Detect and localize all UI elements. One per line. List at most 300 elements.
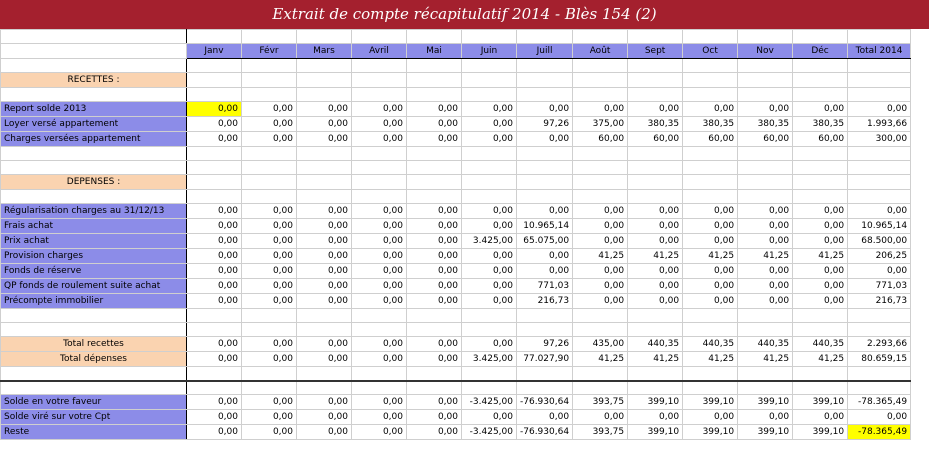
empty-cell[interactable]	[297, 161, 352, 175]
empty-cell[interactable]	[793, 381, 848, 395]
empty-cell[interactable]	[462, 30, 517, 44]
value-cell[interactable]: 2.293,66	[848, 337, 911, 352]
value-cell[interactable]: 77.027,90	[517, 352, 573, 367]
empty-cell[interactable]	[738, 161, 793, 175]
empty-cell[interactable]	[628, 381, 683, 395]
empty-cell[interactable]	[683, 161, 738, 175]
value-cell[interactable]: 0,00	[187, 352, 242, 367]
value-cell[interactable]: 0,00	[352, 102, 407, 117]
empty-cell[interactable]	[683, 190, 738, 204]
value-cell[interactable]: 3.425,00	[462, 234, 517, 249]
empty-cell[interactable]	[187, 175, 242, 190]
empty-cell[interactable]	[187, 323, 242, 337]
value-cell[interactable]: 380,35	[628, 117, 683, 132]
empty-cell[interactable]	[407, 88, 462, 102]
empty-cell[interactable]	[848, 73, 911, 88]
value-cell[interactable]: 0,00	[352, 410, 407, 425]
value-cell[interactable]: 375,00	[573, 117, 628, 132]
value-cell[interactable]: 0,00	[297, 102, 352, 117]
value-cell[interactable]: 0,00	[352, 294, 407, 309]
value-cell[interactable]: 0,00	[242, 425, 297, 440]
value-cell[interactable]: 399,10	[793, 395, 848, 410]
value-cell[interactable]: 393,75	[573, 395, 628, 410]
empty-cell[interactable]	[407, 323, 462, 337]
value-cell[interactable]: 0,00	[352, 395, 407, 410]
empty-cell[interactable]	[297, 30, 352, 44]
value-cell[interactable]: 0,00	[793, 219, 848, 234]
value-cell[interactable]: 41,25	[573, 249, 628, 264]
empty-cell[interactable]	[683, 175, 738, 190]
empty-cell[interactable]	[683, 30, 738, 44]
value-cell[interactable]: 0,00	[848, 204, 911, 219]
empty-cell[interactable]	[187, 59, 242, 73]
value-cell[interactable]: 0,00	[462, 102, 517, 117]
value-cell[interactable]: 41,25	[738, 352, 793, 367]
value-cell[interactable]: 0,00	[187, 249, 242, 264]
value-cell[interactable]: 0,00	[297, 132, 352, 147]
empty-cell[interactable]	[793, 161, 848, 175]
value-cell[interactable]: 0,00	[738, 264, 793, 279]
empty-cell[interactable]	[462, 161, 517, 175]
empty-cell[interactable]	[573, 381, 628, 395]
empty-cell[interactable]	[352, 175, 407, 190]
column-header[interactable]: Févr	[242, 44, 297, 59]
column-header[interactable]: Nov	[738, 44, 793, 59]
empty-cell[interactable]	[407, 161, 462, 175]
value-cell[interactable]: 0,00	[242, 264, 297, 279]
value-cell[interactable]: 0,00	[407, 425, 462, 440]
value-cell[interactable]: 0,00	[407, 132, 462, 147]
value-cell[interactable]: 41,25	[793, 352, 848, 367]
empty-cell[interactable]	[683, 309, 738, 323]
value-cell[interactable]: 0,00	[352, 264, 407, 279]
value-cell[interactable]: 41,25	[793, 249, 848, 264]
value-cell[interactable]: 97,26	[517, 337, 573, 352]
empty-cell[interactable]	[793, 73, 848, 88]
empty-cell[interactable]	[517, 381, 573, 395]
empty-cell[interactable]	[848, 309, 911, 323]
empty-cell[interactable]	[793, 190, 848, 204]
value-cell[interactable]: 0,00	[573, 410, 628, 425]
value-cell[interactable]: 0,00	[793, 264, 848, 279]
empty-cell[interactable]	[517, 161, 573, 175]
value-cell[interactable]: 60,00	[573, 132, 628, 147]
empty-cell[interactable]	[517, 175, 573, 190]
value-cell[interactable]: 0,00	[297, 279, 352, 294]
value-cell[interactable]: 0,00	[187, 410, 242, 425]
empty-cell[interactable]	[297, 367, 352, 381]
value-cell[interactable]: 0,00	[517, 249, 573, 264]
value-cell[interactable]: 0,00	[683, 279, 738, 294]
empty-cell[interactable]	[848, 367, 911, 381]
empty-cell[interactable]	[187, 381, 242, 395]
empty-cell[interactable]	[352, 30, 407, 44]
value-cell[interactable]: 0,00	[738, 234, 793, 249]
empty-cell[interactable]	[793, 175, 848, 190]
value-cell[interactable]: 0,00	[242, 294, 297, 309]
value-cell[interactable]: -76.930,64	[517, 395, 573, 410]
empty-cell[interactable]	[352, 381, 407, 395]
value-cell[interactable]: 0,00	[462, 264, 517, 279]
value-cell[interactable]: 0,00	[683, 410, 738, 425]
empty-cell[interactable]	[462, 73, 517, 88]
value-cell[interactable]: 0,00	[683, 294, 738, 309]
value-cell[interactable]: 399,10	[683, 425, 738, 440]
empty-cell[interactable]	[187, 161, 242, 175]
value-cell[interactable]: 0,00	[352, 204, 407, 219]
empty-cell[interactable]	[683, 59, 738, 73]
value-cell[interactable]: 0,00	[187, 102, 242, 117]
empty-cell[interactable]	[848, 381, 911, 395]
value-cell[interactable]: 0,00	[462, 294, 517, 309]
empty-cell[interactable]	[242, 190, 297, 204]
value-cell[interactable]: 0,00	[628, 102, 683, 117]
value-cell[interactable]: 0,00	[462, 410, 517, 425]
empty-cell[interactable]	[462, 323, 517, 337]
empty-cell[interactable]	[352, 161, 407, 175]
value-cell[interactable]: 0,00	[573, 234, 628, 249]
value-cell[interactable]: 0,00	[573, 279, 628, 294]
value-cell[interactable]: 0,00	[848, 264, 911, 279]
value-cell[interactable]: 0,00	[683, 219, 738, 234]
value-cell[interactable]: 0,00	[628, 294, 683, 309]
value-cell[interactable]: 0,00	[793, 279, 848, 294]
empty-cell[interactable]	[738, 73, 793, 88]
empty-cell[interactable]	[738, 147, 793, 161]
value-cell[interactable]: 0,00	[407, 294, 462, 309]
empty-cell[interactable]	[848, 161, 911, 175]
value-cell[interactable]: 0,00	[407, 410, 462, 425]
value-cell[interactable]: 0,00	[242, 395, 297, 410]
value-cell[interactable]: 0,00	[628, 234, 683, 249]
empty-cell[interactable]	[628, 175, 683, 190]
empty-cell[interactable]	[297, 88, 352, 102]
value-cell[interactable]: 1.993,66	[848, 117, 911, 132]
value-cell[interactable]: 0,00	[297, 204, 352, 219]
value-cell[interactable]: 399,10	[683, 395, 738, 410]
value-cell[interactable]: 0,00	[187, 279, 242, 294]
value-cell[interactable]: 206,25	[848, 249, 911, 264]
value-cell[interactable]: 0,00	[407, 102, 462, 117]
value-cell[interactable]: 0,00	[462, 249, 517, 264]
value-cell[interactable]: 0,00	[793, 102, 848, 117]
value-cell[interactable]: 0,00	[793, 410, 848, 425]
empty-cell[interactable]	[297, 59, 352, 73]
value-cell[interactable]: 380,35	[738, 117, 793, 132]
value-cell[interactable]: 0,00	[242, 410, 297, 425]
value-cell[interactable]: 0,00	[407, 264, 462, 279]
value-cell[interactable]: 0,00	[848, 410, 911, 425]
value-cell[interactable]: 0,00	[352, 117, 407, 132]
empty-cell[interactable]	[738, 381, 793, 395]
value-cell[interactable]: 0,00	[352, 352, 407, 367]
empty-cell[interactable]	[297, 309, 352, 323]
value-cell[interactable]: 399,10	[628, 425, 683, 440]
empty-cell[interactable]	[848, 88, 911, 102]
empty-cell[interactable]	[793, 59, 848, 73]
value-cell[interactable]: 0,00	[462, 279, 517, 294]
empty-cell[interactable]	[352, 147, 407, 161]
empty-cell[interactable]	[573, 88, 628, 102]
column-header[interactable]: Juin	[462, 44, 517, 59]
value-cell[interactable]: 399,10	[738, 395, 793, 410]
empty-cell[interactable]	[407, 175, 462, 190]
empty-cell[interactable]	[187, 30, 242, 44]
empty-cell[interactable]	[738, 309, 793, 323]
value-cell[interactable]: 0,00	[242, 279, 297, 294]
value-cell[interactable]: 0,00	[573, 102, 628, 117]
value-cell[interactable]: 380,35	[683, 117, 738, 132]
value-cell[interactable]: 0,00	[628, 204, 683, 219]
value-cell[interactable]: 0,00	[517, 264, 573, 279]
value-cell[interactable]: 0,00	[793, 204, 848, 219]
empty-cell[interactable]	[793, 147, 848, 161]
empty-cell[interactable]	[187, 309, 242, 323]
value-cell[interactable]: 0,00	[297, 117, 352, 132]
column-header[interactable]: Juill	[517, 44, 573, 59]
empty-cell[interactable]	[407, 59, 462, 73]
empty-cell[interactable]	[738, 88, 793, 102]
empty-cell[interactable]	[407, 381, 462, 395]
value-cell[interactable]: 41,25	[683, 352, 738, 367]
empty-cell[interactable]	[628, 88, 683, 102]
value-cell[interactable]: 3.425,00	[462, 352, 517, 367]
value-cell[interactable]: 0,00	[683, 204, 738, 219]
value-cell[interactable]: 0,00	[407, 204, 462, 219]
empty-cell[interactable]	[683, 73, 738, 88]
empty-cell[interactable]	[297, 323, 352, 337]
empty-cell[interactable]	[517, 323, 573, 337]
value-cell[interactable]: 0,00	[242, 249, 297, 264]
column-header[interactable]: Janv	[187, 44, 242, 59]
empty-cell[interactable]	[793, 309, 848, 323]
value-cell[interactable]: -76.930,64	[517, 425, 573, 440]
value-cell[interactable]: 41,25	[573, 352, 628, 367]
empty-cell[interactable]	[573, 190, 628, 204]
empty-cell[interactable]	[628, 147, 683, 161]
value-cell[interactable]: 0,00	[462, 204, 517, 219]
value-cell[interactable]: 0,00	[738, 102, 793, 117]
empty-cell[interactable]	[462, 309, 517, 323]
value-cell[interactable]: 300,00	[848, 132, 911, 147]
empty-cell[interactable]	[462, 147, 517, 161]
empty-cell[interactable]	[407, 309, 462, 323]
empty-cell[interactable]	[793, 323, 848, 337]
empty-cell[interactable]	[187, 73, 242, 88]
empty-cell[interactable]	[242, 175, 297, 190]
empty-cell[interactable]	[683, 367, 738, 381]
empty-cell[interactable]	[848, 190, 911, 204]
empty-cell[interactable]	[683, 323, 738, 337]
value-cell[interactable]: 0,00	[628, 410, 683, 425]
value-cell[interactable]: 435,00	[573, 337, 628, 352]
empty-cell[interactable]	[352, 190, 407, 204]
empty-cell[interactable]	[573, 59, 628, 73]
value-cell[interactable]: -78.365,49	[848, 425, 911, 440]
empty-cell[interactable]	[573, 309, 628, 323]
empty-cell[interactable]	[793, 88, 848, 102]
empty-cell[interactable]	[407, 147, 462, 161]
value-cell[interactable]: 0,00	[187, 337, 242, 352]
value-cell[interactable]: 0,00	[297, 425, 352, 440]
empty-cell[interactable]	[352, 367, 407, 381]
value-cell[interactable]: 0,00	[407, 219, 462, 234]
value-cell[interactable]: 0,00	[242, 219, 297, 234]
value-cell[interactable]: 0,00	[407, 249, 462, 264]
empty-cell[interactable]	[573, 30, 628, 44]
value-cell[interactable]: 0,00	[462, 132, 517, 147]
empty-cell[interactable]	[738, 323, 793, 337]
value-cell[interactable]: 0,00	[573, 294, 628, 309]
empty-cell[interactable]	[407, 73, 462, 88]
empty-cell[interactable]	[352, 323, 407, 337]
empty-cell[interactable]	[462, 59, 517, 73]
empty-cell[interactable]	[242, 73, 297, 88]
column-header[interactable]: Déc	[793, 44, 848, 59]
empty-cell[interactable]	[573, 323, 628, 337]
empty-cell[interactable]	[738, 175, 793, 190]
value-cell[interactable]: 0,00	[297, 352, 352, 367]
empty-cell[interactable]	[738, 30, 793, 44]
empty-cell[interactable]	[187, 147, 242, 161]
empty-cell[interactable]	[352, 309, 407, 323]
value-cell[interactable]: 0,00	[242, 337, 297, 352]
empty-cell[interactable]	[187, 190, 242, 204]
empty-cell[interactable]	[628, 323, 683, 337]
value-cell[interactable]: 0,00	[462, 337, 517, 352]
value-cell[interactable]: 771,03	[848, 279, 911, 294]
empty-cell[interactable]	[407, 190, 462, 204]
value-cell[interactable]: 0,00	[407, 352, 462, 367]
value-cell[interactable]: 0,00	[683, 234, 738, 249]
empty-cell[interactable]	[242, 309, 297, 323]
empty-cell[interactable]	[683, 147, 738, 161]
value-cell[interactable]: 0,00	[848, 102, 911, 117]
empty-cell[interactable]	[242, 381, 297, 395]
value-cell[interactable]: 771,03	[517, 279, 573, 294]
column-header[interactable]: Août	[573, 44, 628, 59]
value-cell[interactable]: 440,35	[738, 337, 793, 352]
value-cell[interactable]: 399,10	[793, 425, 848, 440]
value-cell[interactable]: 0,00	[187, 425, 242, 440]
empty-cell[interactable]	[462, 367, 517, 381]
empty-cell[interactable]	[628, 59, 683, 73]
column-header[interactable]: Mai	[407, 44, 462, 59]
empty-cell[interactable]	[573, 367, 628, 381]
empty-cell[interactable]	[573, 175, 628, 190]
value-cell[interactable]: 0,00	[793, 234, 848, 249]
value-cell[interactable]: 0,00	[573, 219, 628, 234]
value-cell[interactable]: 0,00	[793, 294, 848, 309]
value-cell[interactable]: 41,25	[683, 249, 738, 264]
value-cell[interactable]: 0,00	[187, 234, 242, 249]
value-cell[interactable]: 0,00	[628, 279, 683, 294]
column-header[interactable]: Oct	[683, 44, 738, 59]
empty-cell[interactable]	[462, 190, 517, 204]
value-cell[interactable]: 0,00	[187, 117, 242, 132]
empty-cell[interactable]	[683, 381, 738, 395]
value-cell[interactable]: -3.425,00	[462, 425, 517, 440]
value-cell[interactable]: 0,00	[297, 264, 352, 279]
empty-cell[interactable]	[848, 175, 911, 190]
empty-cell[interactable]	[297, 175, 352, 190]
empty-cell[interactable]	[628, 30, 683, 44]
value-cell[interactable]: 60,00	[738, 132, 793, 147]
empty-cell[interactable]	[573, 147, 628, 161]
empty-cell[interactable]	[848, 30, 911, 44]
value-cell[interactable]: 0,00	[407, 234, 462, 249]
value-cell[interactable]: 68.500,00	[848, 234, 911, 249]
value-cell[interactable]: 0,00	[242, 234, 297, 249]
empty-cell[interactable]	[242, 88, 297, 102]
value-cell[interactable]: 0,00	[738, 294, 793, 309]
column-header[interactable]: Sept	[628, 44, 683, 59]
value-cell[interactable]: 399,10	[628, 395, 683, 410]
empty-cell[interactable]	[407, 367, 462, 381]
empty-cell[interactable]	[628, 161, 683, 175]
value-cell[interactable]: 0,00	[242, 102, 297, 117]
value-cell[interactable]: 0,00	[407, 279, 462, 294]
empty-cell[interactable]	[517, 147, 573, 161]
value-cell[interactable]: 0,00	[683, 102, 738, 117]
empty-cell[interactable]	[517, 30, 573, 44]
value-cell[interactable]: 0,00	[242, 204, 297, 219]
column-header[interactable]: Avril	[352, 44, 407, 59]
value-cell[interactable]: -78.365,49	[848, 395, 911, 410]
empty-cell[interactable]	[297, 73, 352, 88]
value-cell[interactable]: 0,00	[352, 219, 407, 234]
empty-cell[interactable]	[407, 30, 462, 44]
value-cell[interactable]: -3.425,00	[462, 395, 517, 410]
empty-cell[interactable]	[848, 59, 911, 73]
value-cell[interactable]: 0,00	[738, 204, 793, 219]
empty-cell[interactable]	[352, 59, 407, 73]
value-cell[interactable]: 0,00	[573, 264, 628, 279]
value-cell[interactable]: 0,00	[738, 279, 793, 294]
empty-cell[interactable]	[738, 59, 793, 73]
empty-cell[interactable]	[848, 323, 911, 337]
value-cell[interactable]: 0,00	[297, 234, 352, 249]
value-cell[interactable]: 0,00	[242, 117, 297, 132]
value-cell[interactable]: 0,00	[628, 219, 683, 234]
empty-cell[interactable]	[242, 147, 297, 161]
value-cell[interactable]: 393,75	[573, 425, 628, 440]
value-cell[interactable]: 97,26	[517, 117, 573, 132]
value-cell[interactable]: 0,00	[187, 264, 242, 279]
empty-cell[interactable]	[462, 381, 517, 395]
empty-cell[interactable]	[628, 73, 683, 88]
value-cell[interactable]: 0,00	[297, 337, 352, 352]
empty-cell[interactable]	[297, 381, 352, 395]
empty-cell[interactable]	[517, 190, 573, 204]
value-cell[interactable]: 41,25	[738, 249, 793, 264]
value-cell[interactable]: 216,73	[848, 294, 911, 309]
value-cell[interactable]: 0,00	[187, 132, 242, 147]
empty-cell[interactable]	[738, 367, 793, 381]
value-cell[interactable]: 0,00	[187, 395, 242, 410]
value-cell[interactable]: 0,00	[407, 117, 462, 132]
value-cell[interactable]: 216,73	[517, 294, 573, 309]
empty-cell[interactable]	[242, 367, 297, 381]
value-cell[interactable]: 0,00	[242, 352, 297, 367]
empty-cell[interactable]	[242, 59, 297, 73]
empty-cell[interactable]	[628, 367, 683, 381]
value-cell[interactable]: 0,00	[573, 204, 628, 219]
value-cell[interactable]: 0,00	[517, 132, 573, 147]
empty-cell[interactable]	[793, 30, 848, 44]
value-cell[interactable]: 0,00	[297, 249, 352, 264]
value-cell[interactable]: 440,35	[793, 337, 848, 352]
